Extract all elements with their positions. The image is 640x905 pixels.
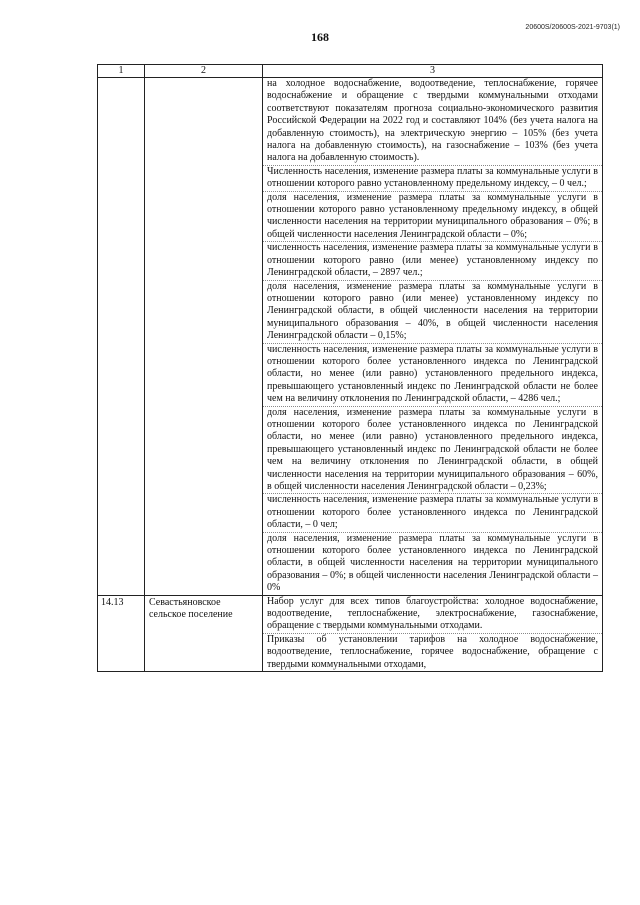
table-row <box>98 595 603 671</box>
paragraph: численность населения, изменение размера платы за коммунальные услуги в отношении которого более установленного индекса по Ленинградской области, – 0 чел; <box>267 494 598 531</box>
row-name-cell <box>145 78 263 596</box>
row-content-cell <box>263 595 603 671</box>
paragraph: численность населения, изменение размера платы за коммунальные услуги в отношении которого более установленного индекса по Ленинградской области, но менее (или равно) установленного предельного индекса, превышающего установленный индекс по Ленинградской области не более чем на величину отклонения по Ленинградской области, – 4286 чел.; <box>267 343 598 405</box>
row-number-cell: 14.13 <box>98 595 145 671</box>
paragraph: доля населения, изменение размера платы за коммунальные услуги в отношении которого равно (или менее) установленному индексу по Ленинградской области, в общей численности населения на территории муниципального образования – 40%, в общей численности населения Ленинградской области – 0,15%; <box>267 280 598 342</box>
column-header-1: 1 <box>98 65 145 78</box>
table-header-row <box>98 65 603 78</box>
column-header-3: 3 <box>263 65 603 78</box>
paragraph: на холодное водоснабжение, водоотведение, теплоснабжение, горячее водоснабжение и обращение с твердыми коммунальными отходами соответствуют показателям прогноза социально-экономического развития Российской Федерации на 2022 год и составляют 104% (без учета налога на добавленную стоимость), на электрическую энергию – 105% (без учета налога на добавленную стоимость), на газоснабжение – 103% (без учета налога на добавленную стоимость). <box>267 78 598 164</box>
paragraph: Численность населения, изменение размера платы за коммунальные услуги в отношении которого равно установленному предельному индексу, – 0 чел.; <box>267 165 598 190</box>
paragraph: Приказы об установлении тарифов на холодное водоснабжение, водоотведение, теплоснабжение, горячее водоснабжение, обращение с твердыми коммунальными отходами, <box>267 633 598 670</box>
row-number-cell <box>98 78 145 596</box>
row-name-cell: Севастьяновское сельское поселение <box>145 595 263 671</box>
document-id: 20600S/20600S-2021-9703(1) <box>525 24 620 31</box>
page-number: 168 <box>311 30 329 44</box>
paragraph: доля населения, изменение размера платы за коммунальные услуги в отношении которого более установленного индекса по Ленинградской области, но менее (или равно) установленного предельного индекса, превышающего установленный индекс по Ленинградской области не более чем на величину отклонения по Ленинградской области, в общей численности населения на территории муниципального образования – 60%, в общей численности населения Ленинградской области – 0,23%; <box>267 406 598 492</box>
row-content-cell <box>263 78 603 596</box>
paragraph: численность населения, изменение размера платы за коммунальные услуги в отношении которого равно (или менее) установленному индексу по Ленинградской области, – 2897 чел.; <box>267 242 598 279</box>
column-header-2: 2 <box>145 65 263 78</box>
paragraph: Набор услуг для всех типов благоустройства: холодное водоснабжение, водоотведение, теплоснабжение, электроснабжение, газоснабжение, обращение с твердыми коммунальными отходами. <box>267 595 598 632</box>
paragraph: доля населения, изменение размера платы за коммунальные услуги в отношении которого равно установленному предельному индексу, в общей численности населения на территории муниципального образования – 0%; в общей численности населения Ленинградской области – 0%; <box>267 191 598 240</box>
data-table <box>97 64 603 672</box>
paragraph: доля населения, изменение размера платы за коммунальные услуги в отношении которого более установленного индекса по Ленинградской области, в общей численности населения на территории муниципального образования – 0%; в общей численности населения Ленинградской области – 0% <box>267 532 598 594</box>
table-row <box>98 78 603 596</box>
